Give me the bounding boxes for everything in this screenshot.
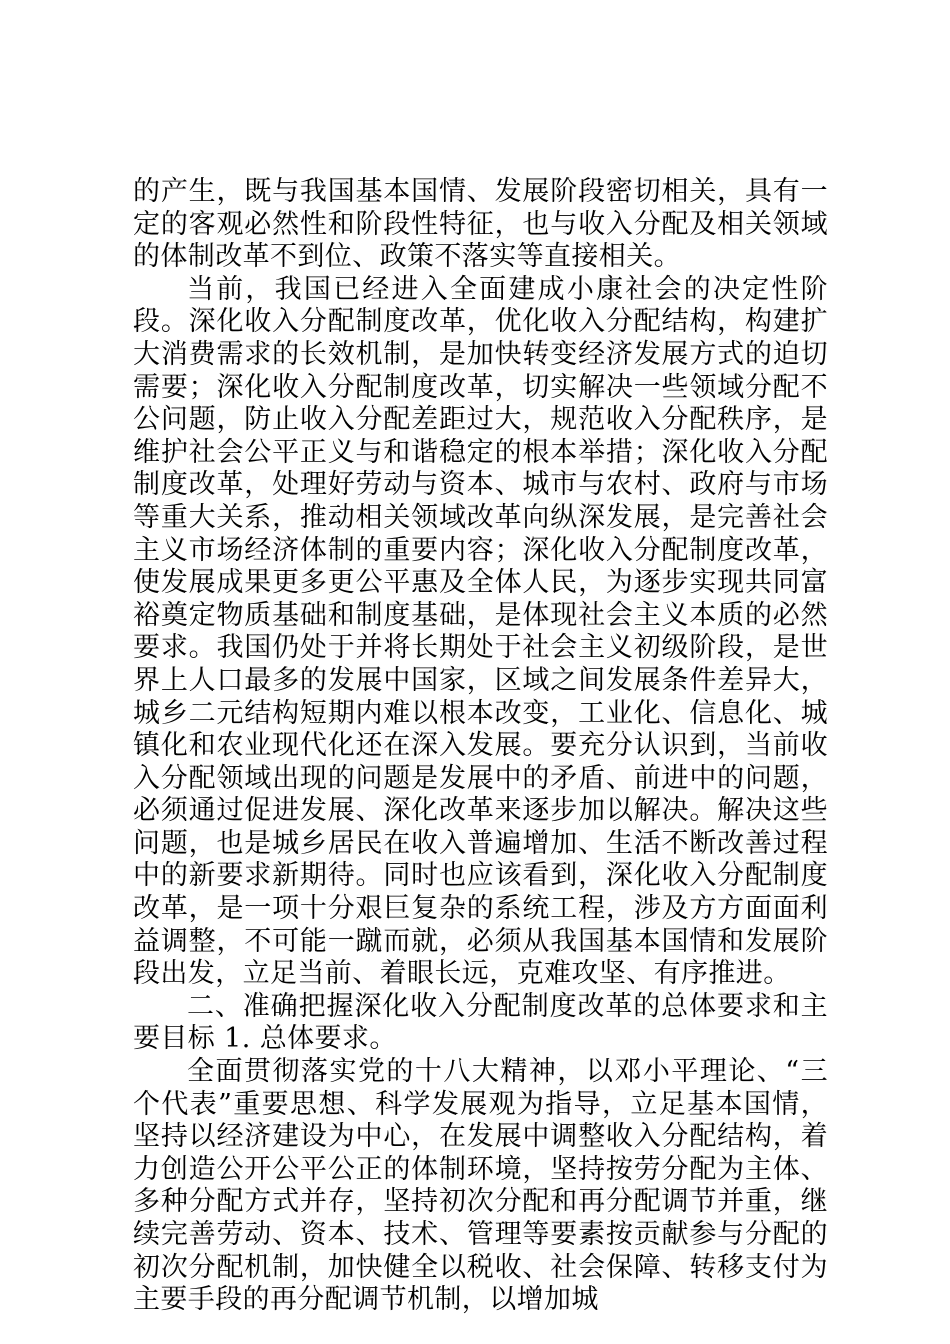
paragraph-continuation: 的产生，既与我国基本国情、发展阶段密切相关，具有一定的客观必然性和阶段性特征，也与收入分配及相关领域的体制改革不到位、政策不落实等直接相关。: [133, 176, 828, 273]
paragraph-current-stage: 当前，我国已经进入全面建成小康社会的决定性阶段。深化收入分配制度改革，优化收入分配结构，构建扩大消费需求的长效机制，是加快转变经济发展方式的迫切需要；深化收入分配制度改革，切实解决一些领域分配不公问题，防止收入分配差距过大，规范收入分配秩序，是维护社会公平正义与和谐稳定的根本举措；深化收入分配制度改革，处理好劳动与资本、城市与农村、政府与市场等重大关系，推动相关领域改革向纵深发展，是完善社会主义市场经济体制的重要内容；深化收入分配制度改革，使发展成果更多更公平惠及全体人民，为逐步实现共同富裕奠定物质基础和制度基础，是体现社会主义本质的必然要求。我国仍处于并将长期处于社会主义初级阶段，是世界上人口最多的发展中国家，区域之间发展条件差异大，城乡二元结构短期内难以根本改变，工业化、信息化、城镇化和农业现代化还在深入发展。要充分认识到，当前收入分配领域出现的问题是发展中的矛盾、前进中的问题，必须通过促进发展、深化改革来逐步加以解决。解决这些问题，也是城乡居民在收入普遍增加、生活不断改善过程中的新要求新期待。同时也应该看到，深化收入分配制度改革，是一项十分艰巨复杂的系统工程，涉及方方面面利益调整，不可能一蹴而就，必须从我国基本国情和发展阶段出发，立足当前、着眼长远，克难攻坚、有序推进。: [133, 273, 828, 990]
section-heading: 二、准确把握深化收入分配制度改革的总体要求和主要目标 1. 总体要求。: [133, 990, 828, 1055]
document-body: [133, 176, 828, 1317]
paragraph-general-requirements: 全面贯彻落实党的十八大精神，以邓小平理论、“三个代表”重要思想、科学发展观为指导，立足基本国情，坚持以经济建设为中心，在发展中调整收入分配结构，着力创造公开公平公正的体制环境，坚持按劳分配为主体、多种分配方式并存，坚持初次分配和再分配调节并重，继续完善劳动、资本、技术、管理等要素按贡献参与分配的初次分配机制，加快健全以税收、社会保障、转移支付为主要手段的再分配调节机制，以增加城: [133, 1056, 828, 1316]
